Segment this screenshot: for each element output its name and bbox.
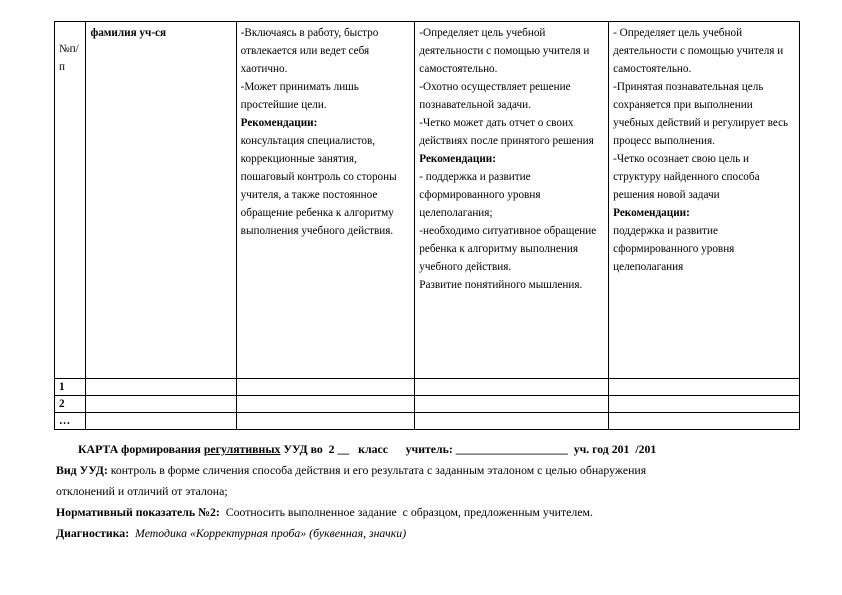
title-part1: КАРТА формирования: [78, 442, 204, 456]
level-medium-cell: [415, 22, 609, 379]
uud-type-text: контроль в форме сличения способа действия и его результата с заданным эталоном с целью обнаружения: [107, 463, 647, 477]
description-paragraph: -Определяет цель учебной деятельности с помощью учителя и самостоятельно.: [419, 27, 590, 75]
empty-cell[interactable]: [609, 413, 800, 430]
empty-cell[interactable]: [609, 379, 800, 396]
normative-indicator-text: Соотносить выполненное задание с образцом, предложенным учителем.: [219, 505, 593, 519]
table-row: [55, 413, 800, 430]
normative-indicator-line: [56, 502, 796, 523]
diagnostics-label: Диагностика:: [56, 526, 130, 540]
header-cell-number: [55, 22, 86, 379]
level-low-cell: [236, 22, 415, 379]
header-row: [55, 22, 800, 379]
name-header-text: фамилия уч-ся: [90, 27, 167, 39]
uud-type-line-2: [56, 481, 796, 502]
diagnostics-line: [56, 523, 796, 544]
empty-cell[interactable]: [236, 396, 415, 413]
description-paragraph: -Может принимать лишь простейшие цели.: [240, 81, 359, 111]
row-number: 2: [55, 396, 86, 413]
student-cell[interactable]: [86, 413, 236, 430]
description-paragraph: пошаговый контроль со стороны учителя, а также постоянное обращение ребенка к алгоритму выполнения учебного действия.: [240, 171, 397, 237]
card-title: [56, 439, 796, 460]
empty-cell[interactable]: [415, 379, 609, 396]
title-part2: УУД во 2 __ класс учитель: ___________________ уч. год 201 /201: [280, 442, 657, 456]
regulatory-uud-table: [54, 21, 800, 430]
description-paragraph: -Включаясь в работу, быстро отвлекается или ведет себя хаотично.: [240, 27, 379, 75]
header-cell-name: [86, 22, 236, 379]
table-row: [55, 379, 800, 396]
normative-indicator-label: Нормативный показатель №2:: [56, 505, 220, 519]
recommendations-heading: Рекомендации:: [613, 207, 690, 219]
student-cell[interactable]: [86, 396, 236, 413]
description-paragraph: Развитие понятийного мышления.: [419, 279, 583, 291]
uud-type-line: [56, 460, 796, 481]
recommendations-heading: Рекомендации:: [240, 117, 318, 129]
empty-cell[interactable]: [236, 413, 415, 430]
diagnostics-text: Методика «Корректурная проба» (буквенная, значки): [129, 526, 407, 540]
description-paragraph: - Определяет цель учебной деятельности с помощью учителя и самостоятельно.: [613, 27, 784, 75]
recommendations-heading: Рекомендации:: [419, 153, 496, 165]
empty-cell[interactable]: [236, 379, 415, 396]
footer-text-block: [56, 439, 796, 544]
description-paragraph: - поддержка и развитие сформированного уровня целеполагания;: [419, 171, 541, 219]
uud-type-label: Вид УУД:: [56, 463, 108, 477]
description-paragraph: -Охотно осуществляет решение познавательной задачи.: [419, 81, 571, 111]
row-number: …: [55, 413, 86, 430]
description-paragraph: -Четко осознает свою цель и структуру найденного способа решения новой задачи: [613, 153, 760, 201]
description-paragraph: консультация специалистов,: [240, 135, 376, 147]
description-paragraph: коррекционные занятия,: [240, 153, 357, 165]
description-paragraph: -необходимо ситуативное обращение ребенка к алгоритму выполнения учебного действия.: [419, 225, 597, 273]
number-header-text: №п/п: [59, 43, 79, 73]
empty-cell[interactable]: [415, 413, 609, 430]
empty-cell[interactable]: [415, 396, 609, 413]
description-paragraph: -Принятая познавательная цель сохраняется при выполнении учебных действий и регулирует весь процесс выполнения.: [613, 81, 789, 147]
description-paragraph: -Четко может дать отчет о своих действиях после принятого решения: [419, 117, 594, 147]
description-paragraph: поддержка и развитие сформированного уровня целеполагания: [613, 225, 735, 273]
table-row: [55, 396, 800, 413]
student-cell[interactable]: [86, 379, 236, 396]
level-high-cell: [609, 22, 800, 379]
row-number: 1: [55, 379, 86, 396]
uud-type-text-2: отклонений и отличий от эталона;: [56, 484, 228, 498]
title-underlined: регулятивных: [203, 442, 281, 456]
empty-cell[interactable]: [609, 396, 800, 413]
